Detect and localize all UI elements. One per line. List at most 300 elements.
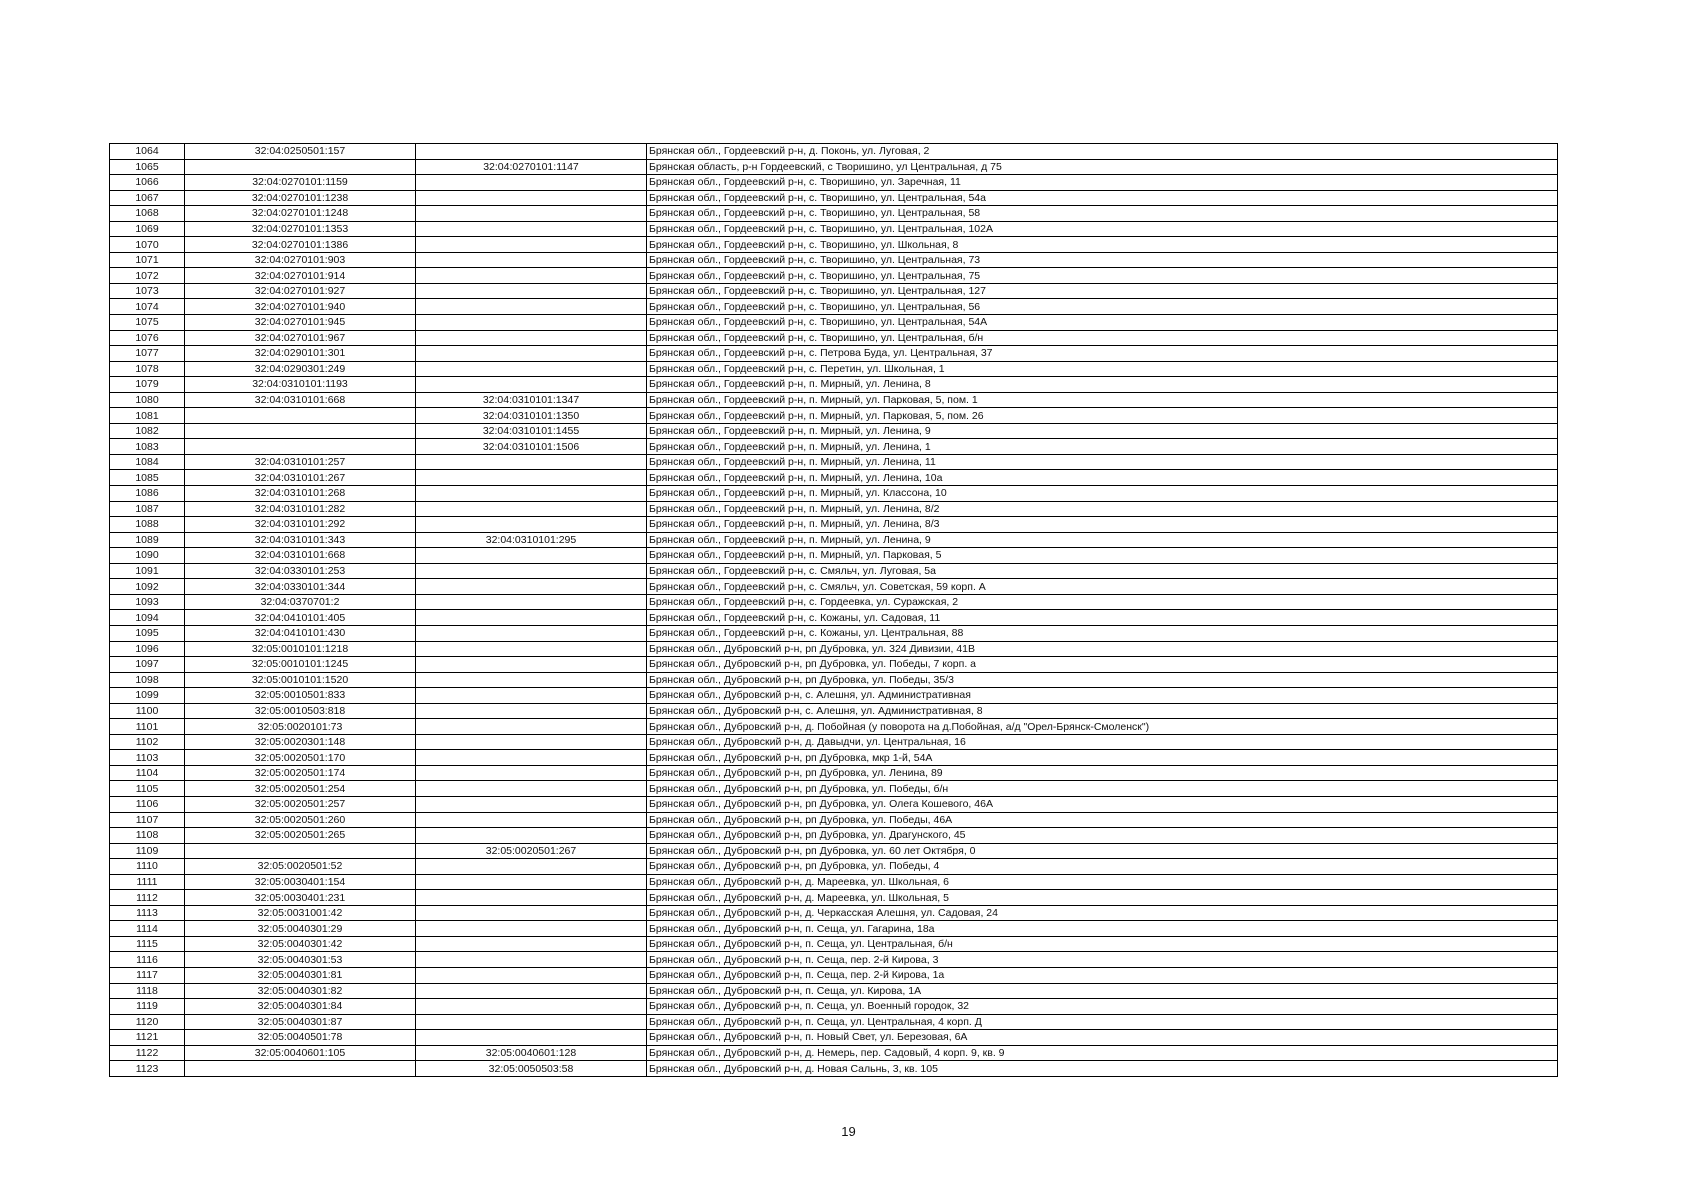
- table-row: [110, 967, 1558, 983]
- address-cell: Брянская обл., Дубровский р-н, п. Сеща, пер. 2-й Кирова, 3: [647, 952, 1558, 968]
- registry-table: [109, 143, 1558, 1077]
- related-cadastral-number-cell: [416, 144, 647, 160]
- row-number-cell: 1078: [110, 361, 185, 377]
- related-cadastral-number-cell: [416, 999, 647, 1015]
- related-cadastral-number-cell: [416, 828, 647, 844]
- table-row: [110, 999, 1558, 1015]
- address-cell: Брянская обл., Гордеевский р-н, п. Мирный, ул. Ленина, 9: [647, 532, 1558, 548]
- cadastral-number-cell: 32:04:0270101:1386: [185, 237, 416, 253]
- address-cell: Брянская обл., Дубровский р-н, д. Мареевка, ул. Школьная, 5: [647, 890, 1558, 906]
- address-cell: Брянская обл., Гордеевский р-н, с. Смяльч, ул. Луговая, 5а: [647, 563, 1558, 579]
- related-cadastral-number-cell: [416, 315, 647, 331]
- table-row: [110, 890, 1558, 906]
- row-number-cell: 1094: [110, 610, 185, 626]
- row-number-cell: 1114: [110, 921, 185, 937]
- row-number-cell: 1097: [110, 657, 185, 673]
- table-row: [110, 439, 1558, 455]
- related-cadastral-number-cell: 32:05:0020501:267: [416, 843, 647, 859]
- table-row: [110, 641, 1558, 657]
- cadastral-number-cell: 32:04:0290301:249: [185, 361, 416, 377]
- related-cadastral-number-cell: [416, 579, 647, 595]
- row-number-cell: 1086: [110, 486, 185, 502]
- address-cell: Брянская обл., Дубровский р-н, д. Немерь, пер. Садовый, 4 корп. 9, кв. 9: [647, 1045, 1558, 1061]
- table-row: [110, 408, 1558, 424]
- related-cadastral-number-cell: [416, 377, 647, 393]
- address-cell: Брянская обл., Гордеевский р-н, с. Творишино, ул. Центральная, 58: [647, 206, 1558, 222]
- cadastral-number-cell: [185, 159, 416, 175]
- related-cadastral-number-cell: [416, 361, 647, 377]
- address-cell: Брянская обл., Гордеевский р-н, п. Мирный, ул. Ленина, 8/3: [647, 517, 1558, 533]
- cadastral-number-cell: 32:05:0020501:174: [185, 765, 416, 781]
- address-cell: Брянская обл., Гордеевский р-н, с. Творишино, ул. Школьная, 8: [647, 237, 1558, 253]
- address-cell: Брянская обл., Гордеевский р-н, д. Поконь, ул. Луговая, 2: [647, 144, 1558, 160]
- address-cell: Брянская обл., Дубровский р-н, д. Побойная (у поворота на д.Побойная, а/д "Орел-Брянск-Смоленск"): [647, 719, 1558, 735]
- row-number-cell: 1110: [110, 859, 185, 875]
- address-cell: Брянская обл., Дубровский р-н, рп Дубровка, ул. Победы, 46А: [647, 812, 1558, 828]
- table-row: [110, 1045, 1558, 1061]
- address-cell: Брянская обл., Гордеевский р-н, п. Мирный, ул. Парковая, 5, пом. 1: [647, 392, 1558, 408]
- address-cell: Брянская обл., Гордеевский р-н, с. Петрова Буда, ул. Центральная, 37: [647, 346, 1558, 362]
- table-row: [110, 610, 1558, 626]
- row-number-cell: 1074: [110, 299, 185, 315]
- row-number-cell: 1083: [110, 439, 185, 455]
- row-number-cell: 1075: [110, 315, 185, 331]
- row-number-cell: 1119: [110, 999, 185, 1015]
- row-number-cell: 1069: [110, 221, 185, 237]
- table-row: [110, 594, 1558, 610]
- table-row: [110, 765, 1558, 781]
- address-cell: Брянская обл., Дубровский р-н, рп Дубровка, ул. Драгунского, 45: [647, 828, 1558, 844]
- address-cell: Брянская обл., Гордеевский р-н, с. Смяльч, ул. Советская, 59 корп. А: [647, 579, 1558, 595]
- address-cell: Брянская обл., Гордеевский р-н, п. Мирный, ул. Ленина, 8: [647, 377, 1558, 393]
- address-cell: Брянская обл., Гордеевский р-н, с. Творишино, ул. Центральная, 75: [647, 268, 1558, 284]
- related-cadastral-number-cell: [416, 237, 647, 253]
- row-number-cell: 1111: [110, 874, 185, 890]
- address-cell: Брянская обл., Дубровский р-н, п. Сеща, ул. Центральная, 4 корп. Д: [647, 1014, 1558, 1030]
- row-number-cell: 1102: [110, 734, 185, 750]
- row-number-cell: 1098: [110, 672, 185, 688]
- cadastral-number-cell: 32:04:0270101:903: [185, 252, 416, 268]
- address-cell: Брянская обл., Дубровский р-н, д. Черкасская Алешня, ул. Садовая, 24: [647, 905, 1558, 921]
- table-row: [110, 144, 1558, 160]
- row-number-cell: 1112: [110, 890, 185, 906]
- table-row: [110, 828, 1558, 844]
- table-row: [110, 268, 1558, 284]
- table-row: [110, 237, 1558, 253]
- row-number-cell: 1081: [110, 408, 185, 424]
- related-cadastral-number-cell: [416, 548, 647, 564]
- cadastral-number-cell: 32:05:0040301:82: [185, 983, 416, 999]
- table-row: [110, 330, 1558, 346]
- related-cadastral-number-cell: [416, 765, 647, 781]
- row-number-cell: 1070: [110, 237, 185, 253]
- table-row: [110, 454, 1558, 470]
- table-row: [110, 517, 1558, 533]
- related-cadastral-number-cell: [416, 890, 647, 906]
- table-row: [110, 532, 1558, 548]
- table-row: [110, 299, 1558, 315]
- related-cadastral-number-cell: [416, 610, 647, 626]
- address-cell: Брянская обл., Гордеевский р-н, с. Творишино, ул. Центральная, б/н: [647, 330, 1558, 346]
- cadastral-number-cell: 32:04:0270101:914: [185, 268, 416, 284]
- related-cadastral-number-cell: [416, 796, 647, 812]
- address-cell: Брянская обл., Дубровский р-н, с. Алешня, ул. Административная, 8: [647, 703, 1558, 719]
- related-cadastral-number-cell: [416, 252, 647, 268]
- row-number-cell: 1109: [110, 843, 185, 859]
- cadastral-number-cell: 32:04:0310101:267: [185, 470, 416, 486]
- related-cadastral-number-cell: 32:04:0310101:295: [416, 532, 647, 548]
- table-row: [110, 501, 1558, 517]
- table-row: [110, 781, 1558, 797]
- table-row: [110, 905, 1558, 921]
- cadastral-number-cell: 32:05:0040301:53: [185, 952, 416, 968]
- address-cell: Брянская обл., Дубровский р-н, п. Сеща, ул. Гагарина, 18а: [647, 921, 1558, 937]
- related-cadastral-number-cell: [416, 672, 647, 688]
- cadastral-number-cell: 32:04:0290101:301: [185, 346, 416, 362]
- address-cell: Брянская обл., Гордеевский р-н, п. Мирный, ул. Классона, 10: [647, 486, 1558, 502]
- table-row: [110, 221, 1558, 237]
- related-cadastral-number-cell: [416, 905, 647, 921]
- row-number-cell: 1085: [110, 470, 185, 486]
- address-cell: Брянская обл., Дубровский р-н, рп Дубровка, ул. 324 Дивизии, 41В: [647, 641, 1558, 657]
- related-cadastral-number-cell: [416, 983, 647, 999]
- cadastral-number-cell: 32:04:0270101:940: [185, 299, 416, 315]
- related-cadastral-number-cell: [416, 859, 647, 875]
- page-number: 19: [841, 1124, 856, 1139]
- table-row: [110, 657, 1558, 673]
- address-cell: Брянская обл., Гордеевский р-н, с. Творишино, ул. Центральная, 127: [647, 283, 1558, 299]
- row-number-cell: 1107: [110, 812, 185, 828]
- address-cell: Брянская обл., Гордеевский р-н, п. Мирный, ул. Ленина, 1: [647, 439, 1558, 455]
- table-row: [110, 346, 1558, 362]
- table-row: [110, 252, 1558, 268]
- row-number-cell: 1091: [110, 563, 185, 579]
- row-number-cell: 1116: [110, 952, 185, 968]
- cadastral-number-cell: 32:05:0020501:265: [185, 828, 416, 844]
- row-number-cell: 1076: [110, 330, 185, 346]
- address-cell: Брянская обл., Дубровский р-н, д. Мареевка, ул. Школьная, 6: [647, 874, 1558, 890]
- table-row: [110, 703, 1558, 719]
- related-cadastral-number-cell: [416, 781, 647, 797]
- related-cadastral-number-cell: [416, 517, 647, 533]
- related-cadastral-number-cell: [416, 967, 647, 983]
- cadastral-number-cell: 32:05:0020101:73: [185, 719, 416, 735]
- cadastral-number-cell: 32:05:0040501:78: [185, 1030, 416, 1046]
- table-row: [110, 936, 1558, 952]
- table-row: [110, 874, 1558, 890]
- cadastral-number-cell: [185, 439, 416, 455]
- address-cell: Брянская обл., Гордеевский р-н, п. Мирный, ул. Ленина, 9: [647, 423, 1558, 439]
- related-cadastral-number-cell: [416, 921, 647, 937]
- related-cadastral-number-cell: 32:04:0270101:1147: [416, 159, 647, 175]
- related-cadastral-number-cell: [416, 657, 647, 673]
- cadastral-number-cell: 32:05:0010501:833: [185, 688, 416, 704]
- address-cell: Брянская обл., Дубровский р-н, рп Дубровка, ул. 60 лет Октября, 0: [647, 843, 1558, 859]
- row-number-cell: 1120: [110, 1014, 185, 1030]
- row-number-cell: 1065: [110, 159, 185, 175]
- row-number-cell: 1113: [110, 905, 185, 921]
- related-cadastral-number-cell: [416, 190, 647, 206]
- row-number-cell: 1079: [110, 377, 185, 393]
- cadastral-number-cell: 32:05:0020301:148: [185, 734, 416, 750]
- table-row: [110, 159, 1558, 175]
- related-cadastral-number-cell: [416, 625, 647, 641]
- related-cadastral-number-cell: [416, 330, 647, 346]
- row-number-cell: 1117: [110, 967, 185, 983]
- row-number-cell: 1123: [110, 1061, 185, 1077]
- cadastral-number-cell: [185, 1061, 416, 1077]
- related-cadastral-number-cell: [416, 734, 647, 750]
- cadastral-number-cell: [185, 408, 416, 424]
- related-cadastral-number-cell: 32:05:0040601:128: [416, 1045, 647, 1061]
- row-number-cell: 1096: [110, 641, 185, 657]
- related-cadastral-number-cell: 32:04:0310101:1506: [416, 439, 647, 455]
- registry-table-body: [110, 144, 1558, 1077]
- cadastral-number-cell: 32:04:0270101:1159: [185, 175, 416, 191]
- table-row: [110, 1030, 1558, 1046]
- row-number-cell: 1087: [110, 501, 185, 517]
- address-cell: Брянская обл., Гордеевский р-н, п. Мирный, ул. Парковая, 5, пом. 26: [647, 408, 1558, 424]
- related-cadastral-number-cell: [416, 501, 647, 517]
- table-row: [110, 983, 1558, 999]
- table-row: [110, 921, 1558, 937]
- address-cell: Брянская обл., Дубровский р-н, рп Дубровка, ул. Олега Кошевого, 46А: [647, 796, 1558, 812]
- table-row: [110, 688, 1558, 704]
- cadastral-number-cell: 32:05:0031001:42: [185, 905, 416, 921]
- row-number-cell: 1068: [110, 206, 185, 222]
- table-row: [110, 1061, 1558, 1077]
- cadastral-number-cell: 32:05:0020501:254: [185, 781, 416, 797]
- cadastral-number-cell: 32:04:0270101:927: [185, 283, 416, 299]
- address-cell: Брянская обл., Гордеевский р-н, п. Мирный, ул. Ленина, 11: [647, 454, 1558, 470]
- related-cadastral-number-cell: 32:04:0310101:1347: [416, 392, 647, 408]
- related-cadastral-number-cell: [416, 221, 647, 237]
- row-number-cell: 1080: [110, 392, 185, 408]
- cadastral-number-cell: 32:05:0020501:260: [185, 812, 416, 828]
- related-cadastral-number-cell: [416, 874, 647, 890]
- cadastral-number-cell: 32:04:0270101:967: [185, 330, 416, 346]
- related-cadastral-number-cell: [416, 563, 647, 579]
- row-number-cell: 1105: [110, 781, 185, 797]
- cadastral-number-cell: 32:05:0040301:81: [185, 967, 416, 983]
- table-row: [110, 719, 1558, 735]
- cadastral-number-cell: 32:04:0310101:282: [185, 501, 416, 517]
- address-cell: Брянская область, р-н Гордеевский, с Творишино, ул Центральная, д 75: [647, 159, 1558, 175]
- row-number-cell: 1084: [110, 454, 185, 470]
- address-cell: Брянская обл., Гордеевский р-н, п. Мирный, ул. Ленина, 10а: [647, 470, 1558, 486]
- row-number-cell: 1101: [110, 719, 185, 735]
- address-cell: Брянская обл., Гордеевский р-н, с. Перетин, ул. Школьная, 1: [647, 361, 1558, 377]
- related-cadastral-number-cell: 32:04:0310101:1350: [416, 408, 647, 424]
- row-number-cell: 1099: [110, 688, 185, 704]
- table-row: [110, 470, 1558, 486]
- row-number-cell: 1106: [110, 796, 185, 812]
- row-number-cell: 1067: [110, 190, 185, 206]
- cadastral-number-cell: 32:04:0250501:157: [185, 144, 416, 160]
- address-cell: Брянская обл., Гордеевский р-н, с. Творишино, ул. Центральная, 54А: [647, 315, 1558, 331]
- row-number-cell: 1095: [110, 625, 185, 641]
- address-cell: Брянская обл., Дубровский р-н, д. Давыдчи, ул. Центральная, 16: [647, 734, 1558, 750]
- cadastral-number-cell: 32:05:0010101:1245: [185, 657, 416, 673]
- address-cell: Брянская обл., Гордеевский р-н, п. Мирный, ул. Ленина, 8/2: [647, 501, 1558, 517]
- cadastral-number-cell: 32:05:0040301:29: [185, 921, 416, 937]
- related-cadastral-number-cell: [416, 1014, 647, 1030]
- row-number-cell: 1088: [110, 517, 185, 533]
- table-row: [110, 750, 1558, 766]
- table-row: [110, 579, 1558, 595]
- related-cadastral-number-cell: [416, 268, 647, 284]
- related-cadastral-number-cell: [416, 1030, 647, 1046]
- address-cell: Брянская обл., Гордеевский р-н, с. Творишино, ул. Заречная, 11: [647, 175, 1558, 191]
- table-row: [110, 175, 1558, 191]
- table-row: [110, 206, 1558, 222]
- row-number-cell: 1073: [110, 283, 185, 299]
- address-cell: Брянская обл., Дубровский р-н, д. Новая Сальнь, 3, кв. 105: [647, 1061, 1558, 1077]
- row-number-cell: 1122: [110, 1045, 185, 1061]
- table-row: [110, 548, 1558, 564]
- table-row: [110, 423, 1558, 439]
- related-cadastral-number-cell: [416, 594, 647, 610]
- cadastral-number-cell: [185, 423, 416, 439]
- table-row: [110, 190, 1558, 206]
- row-number-cell: 1090: [110, 548, 185, 564]
- cadastral-number-cell: 32:04:0270101:1353: [185, 221, 416, 237]
- table-row: [110, 1014, 1558, 1030]
- row-number-cell: 1103: [110, 750, 185, 766]
- cadastral-number-cell: 32:04:0310101:1193: [185, 377, 416, 393]
- table-row: [110, 843, 1558, 859]
- cadastral-number-cell: 32:04:0410101:405: [185, 610, 416, 626]
- cadastral-number-cell: 32:04:0270101:1238: [185, 190, 416, 206]
- address-cell: Брянская обл., Дубровский р-н, с. Алешня, ул. Административная: [647, 688, 1558, 704]
- address-cell: Брянская обл., Дубровский р-н, рп Дубровка, ул. Ленина, 89: [647, 765, 1558, 781]
- cadastral-number-cell: 32:04:0270101:945: [185, 315, 416, 331]
- row-number-cell: 1064: [110, 144, 185, 160]
- related-cadastral-number-cell: [416, 750, 647, 766]
- cadastral-number-cell: 32:05:0020501:257: [185, 796, 416, 812]
- cadastral-number-cell: 32:05:0010101:1218: [185, 641, 416, 657]
- row-number-cell: 1077: [110, 346, 185, 362]
- row-number-cell: 1115: [110, 936, 185, 952]
- cadastral-number-cell: 32:05:0020501:170: [185, 750, 416, 766]
- table-row: [110, 361, 1558, 377]
- related-cadastral-number-cell: [416, 688, 647, 704]
- cadastral-number-cell: 32:05:0040301:42: [185, 936, 416, 952]
- related-cadastral-number-cell: [416, 936, 647, 952]
- cadastral-number-cell: 32:04:0310101:343: [185, 532, 416, 548]
- address-cell: Брянская обл., Гордеевский р-н, с. Кожаны, ул. Центральная, 88: [647, 625, 1558, 641]
- address-cell: Брянская обл., Гордеевский р-н, п. Мирный, ул. Парковая, 5: [647, 548, 1558, 564]
- row-number-cell: 1089: [110, 532, 185, 548]
- cadastral-number-cell: 32:04:0310101:268: [185, 486, 416, 502]
- related-cadastral-number-cell: [416, 703, 647, 719]
- cadastral-number-cell: 32:05:0010101:1520: [185, 672, 416, 688]
- related-cadastral-number-cell: [416, 283, 647, 299]
- cadastral-number-cell: 32:04:0410101:430: [185, 625, 416, 641]
- address-cell: Брянская обл., Дубровский р-н, п. Сеща, ул. Военный городок, 32: [647, 999, 1558, 1015]
- address-cell: Брянская обл., Гордеевский р-н, с. Творишино, ул. Центральная, 54а: [647, 190, 1558, 206]
- cadastral-number-cell: 32:05:0040601:105: [185, 1045, 416, 1061]
- address-cell: Брянская обл., Дубровский р-н, рп Дубровка, ул. Победы, б/н: [647, 781, 1558, 797]
- cadastral-number-cell: 32:05:0040301:87: [185, 1014, 416, 1030]
- row-number-cell: 1121: [110, 1030, 185, 1046]
- table-row: [110, 812, 1558, 828]
- address-cell: Брянская обл., Гордеевский р-н, с. Творишино, ул. Центральная, 102А: [647, 221, 1558, 237]
- table-row: [110, 563, 1558, 579]
- table-row: [110, 486, 1558, 502]
- cadastral-number-cell: 32:04:0310101:668: [185, 392, 416, 408]
- address-cell: Брянская обл., Дубровский р-н, п. Сеща, ул. Кирова, 1А: [647, 983, 1558, 999]
- related-cadastral-number-cell: [416, 299, 647, 315]
- address-cell: Брянская обл., Дубровский р-н, рп Дубровка, ул. Победы, 7 корп. а: [647, 657, 1558, 673]
- address-cell: Брянская обл., Дубровский р-н, п. Новый Свет, ул. Березовая, 6А: [647, 1030, 1558, 1046]
- address-cell: Брянская обл., Гордеевский р-н, с. Гордеевка, ул. Суражская, 2: [647, 594, 1558, 610]
- table-row: [110, 283, 1558, 299]
- row-number-cell: 1093: [110, 594, 185, 610]
- row-number-cell: 1071: [110, 252, 185, 268]
- row-number-cell: 1108: [110, 828, 185, 844]
- related-cadastral-number-cell: [416, 346, 647, 362]
- row-number-cell: 1092: [110, 579, 185, 595]
- address-cell: Брянская обл., Гордеевский р-н, с. Творишино, ул. Центральная, 56: [647, 299, 1558, 315]
- table-row: [110, 672, 1558, 688]
- cadastral-number-cell: 32:05:0030401:154: [185, 874, 416, 890]
- table-row: [110, 734, 1558, 750]
- address-cell: Брянская обл., Дубровский р-н, п. Сеща, пер. 2-й Кирова, 1а: [647, 967, 1558, 983]
- row-number-cell: 1066: [110, 175, 185, 191]
- related-cadastral-number-cell: [416, 175, 647, 191]
- related-cadastral-number-cell: [416, 719, 647, 735]
- table-row: [110, 315, 1558, 331]
- table-row: [110, 377, 1558, 393]
- cadastral-number-cell: 32:05:0030401:231: [185, 890, 416, 906]
- table-row: [110, 625, 1558, 641]
- related-cadastral-number-cell: 32:05:0050503:58: [416, 1061, 647, 1077]
- related-cadastral-number-cell: [416, 470, 647, 486]
- address-cell: Брянская обл., Гордеевский р-н, с. Творишино, ул. Центральная, 73: [647, 252, 1558, 268]
- cadastral-number-cell: 32:04:0330101:344: [185, 579, 416, 595]
- related-cadastral-number-cell: [416, 486, 647, 502]
- cadastral-number-cell: 32:04:0310101:257: [185, 454, 416, 470]
- related-cadastral-number-cell: 32:04:0310101:1455: [416, 423, 647, 439]
- address-cell: Брянская обл., Дубровский р-н, рп Дубровка, ул. Победы, 35/3: [647, 672, 1558, 688]
- cadastral-number-cell: 32:04:0310101:292: [185, 517, 416, 533]
- table-row: [110, 859, 1558, 875]
- row-number-cell: 1072: [110, 268, 185, 284]
- cadastral-number-cell: 32:05:0010503:818: [185, 703, 416, 719]
- related-cadastral-number-cell: [416, 641, 647, 657]
- cadastral-number-cell: 32:05:0040301:84: [185, 999, 416, 1015]
- cadastral-number-cell: 32:04:0370701:2: [185, 594, 416, 610]
- row-number-cell: 1100: [110, 703, 185, 719]
- address-cell: Брянская обл., Дубровский р-н, рп Дубровка, мкр 1-й, 54А: [647, 750, 1558, 766]
- cadastral-number-cell: [185, 843, 416, 859]
- related-cadastral-number-cell: [416, 812, 647, 828]
- row-number-cell: 1118: [110, 983, 185, 999]
- related-cadastral-number-cell: [416, 454, 647, 470]
- cadastral-number-cell: 32:04:0270101:1248: [185, 206, 416, 222]
- related-cadastral-number-cell: [416, 206, 647, 222]
- cadastral-number-cell: 32:04:0310101:668: [185, 548, 416, 564]
- row-number-cell: 1104: [110, 765, 185, 781]
- table-row: [110, 952, 1558, 968]
- address-cell: Брянская обл., Гордеевский р-н, с. Кожаны, ул. Садовая, 11: [647, 610, 1558, 626]
- address-cell: Брянская обл., Дубровский р-н, рп Дубровка, ул. Победы, 4: [647, 859, 1558, 875]
- related-cadastral-number-cell: [416, 952, 647, 968]
- table-row: [110, 392, 1558, 408]
- row-number-cell: 1082: [110, 423, 185, 439]
- table-row: [110, 796, 1558, 812]
